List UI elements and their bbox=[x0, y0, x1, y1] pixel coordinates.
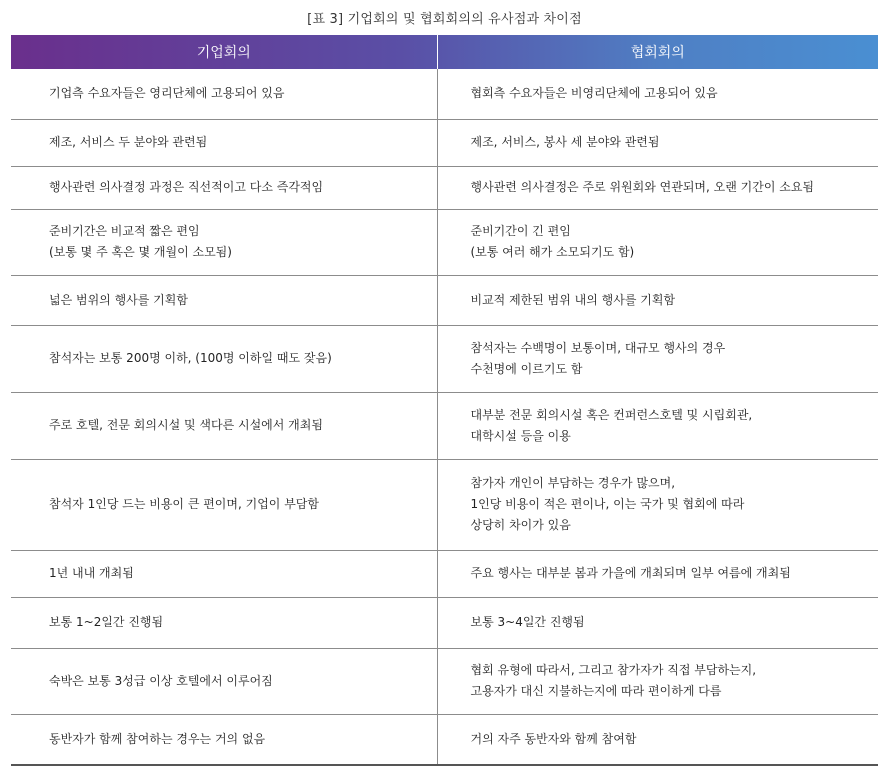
cell-text-line: 준비기간은 비교적 짧은 편임 bbox=[49, 224, 200, 238]
cell-text-line: 보통 1~2일간 진행됨 bbox=[49, 615, 164, 629]
cell-text-line: 1년 내내 개최됨 bbox=[49, 566, 134, 580]
cell-text-line: 제조, 서비스 두 분야와 관련됨 bbox=[49, 135, 208, 149]
table-row bbox=[11, 69, 878, 119]
table-row bbox=[11, 209, 878, 275]
cell-text-line: 참석자는 보통 200명 이하, (100명 이하일 때도 잦음) bbox=[49, 351, 332, 365]
cell-text-line: 주요 행사는 대부분 봄과 가을에 개최되며 일부 여름에 개최됨 bbox=[470, 566, 791, 580]
association-cell bbox=[437, 648, 878, 714]
association-cell bbox=[437, 166, 878, 209]
cell-text-line: 행사관련 의사결정 과정은 직선적이고 다소 즉각적임 bbox=[49, 180, 324, 194]
cell-text-line: 1인당 비용이 적은 편이나, 이는 국가 및 협회에 따라 bbox=[470, 497, 745, 511]
table-row bbox=[11, 119, 878, 166]
table-row bbox=[11, 550, 878, 597]
cell-text-line: 참가자 개인이 부담하는 경우가 많으며, bbox=[470, 476, 676, 490]
association-cell bbox=[437, 325, 878, 392]
corporate-cell bbox=[11, 119, 437, 166]
cell-text-line: 참석자 1인당 드는 비용이 큰 편이며, 기업이 부담함 bbox=[49, 497, 319, 511]
corporate-cell bbox=[11, 392, 437, 459]
cell-text-line: 대학시설 등을 이용 bbox=[470, 428, 571, 443]
association-cell bbox=[437, 209, 878, 275]
comparison-table bbox=[11, 35, 878, 766]
association-cell bbox=[437, 119, 878, 166]
cell-text-line: 협회 유형에 따라서, 그리고 참가자가 직접 부담하는지, bbox=[470, 663, 757, 677]
cell-text-line: 상당히 차이가 있음 bbox=[470, 518, 571, 532]
cell-text-line: 비교적 제한된 범위 내의 행사를 기획함 bbox=[470, 292, 676, 307]
cell-text-line: 숙박은 보통 3성급 이상 호텔에서 이루어짐 bbox=[49, 673, 273, 688]
cell-text-line: 보통 3~4일간 진행됨 bbox=[470, 615, 585, 629]
association-cell bbox=[437, 597, 878, 648]
corporate-cell bbox=[11, 597, 437, 648]
corporate-cell bbox=[11, 275, 437, 325]
cell-text-line: 동반자가 함께 참여하는 경우는 거의 없음 bbox=[49, 731, 266, 746]
association-cell bbox=[437, 714, 878, 765]
corporate-cell bbox=[11, 459, 437, 550]
corporate-cell bbox=[11, 714, 437, 765]
corporate-cell bbox=[11, 648, 437, 714]
table-row bbox=[11, 597, 878, 648]
table-caption: [표 3] 기업회의 및 협회회의의 유사점과 차이점 bbox=[307, 12, 582, 27]
cell-text-line: 주로 호텔, 전문 회의시설 및 색다른 시설에서 개최됨 bbox=[49, 418, 323, 432]
corporate-cell bbox=[11, 69, 437, 119]
cell-text-line: 제조, 서비스, 봉사 세 분야와 관련됨 bbox=[470, 135, 660, 149]
association-cell bbox=[437, 392, 878, 459]
cell-text-line: 준비기간이 긴 편임 bbox=[470, 224, 571, 238]
cell-text-line: 참석자는 수백명이 보통이며, 대규모 행사의 경우 bbox=[470, 340, 726, 355]
cell-text-line: 협회측 수요자들은 비영리단체에 고용되어 있음 bbox=[470, 86, 718, 101]
cell-text-line: 행사관련 의사결정은 주로 위원회와 연관되며, 오랜 기간이 소요됨 bbox=[470, 180, 815, 194]
association-cell bbox=[437, 550, 878, 597]
corporate-cell bbox=[11, 166, 437, 209]
table-row bbox=[11, 392, 878, 459]
cell-text-line: 고용자가 대신 지불하는지에 따라 편이하게 다름 bbox=[470, 684, 722, 698]
table-row bbox=[11, 325, 878, 392]
table-row bbox=[11, 648, 878, 714]
table-row bbox=[11, 714, 878, 765]
cell-text-line: 거의 자주 동반자와 함께 참여함 bbox=[470, 731, 637, 746]
cell-text-line: (보통 여러 해가 소모되기도 함) bbox=[470, 245, 635, 259]
cell-text-line: 기업측 수요자들은 영리단체에 고용되어 있음 bbox=[49, 86, 285, 101]
corporate-cell bbox=[11, 325, 437, 392]
association-cell bbox=[437, 275, 878, 325]
header-corporate-meeting: 기업회의 bbox=[11, 35, 437, 69]
table-header-row bbox=[11, 35, 878, 69]
cell-text-line: 수천명에 이르기도 함 bbox=[470, 361, 583, 376]
association-cell bbox=[437, 69, 878, 119]
association-cell bbox=[437, 459, 878, 550]
table-row bbox=[11, 459, 878, 550]
cell-text-line: 대부분 전문 회의시설 혹은 컨퍼런스호텔 및 시립회관, bbox=[470, 407, 753, 422]
table-row bbox=[11, 166, 878, 209]
corporate-cell bbox=[11, 550, 437, 597]
table-row bbox=[11, 275, 878, 325]
header-association-meeting: 협회회의 bbox=[630, 45, 685, 61]
cell-text-line: 넓은 범위의 행사를 기획함 bbox=[49, 292, 188, 307]
corporate-cell bbox=[11, 209, 437, 275]
table-body bbox=[11, 69, 878, 765]
cell-text-line: (보통 몇 주 혹은 몇 개월이 소모됨) bbox=[49, 245, 232, 259]
